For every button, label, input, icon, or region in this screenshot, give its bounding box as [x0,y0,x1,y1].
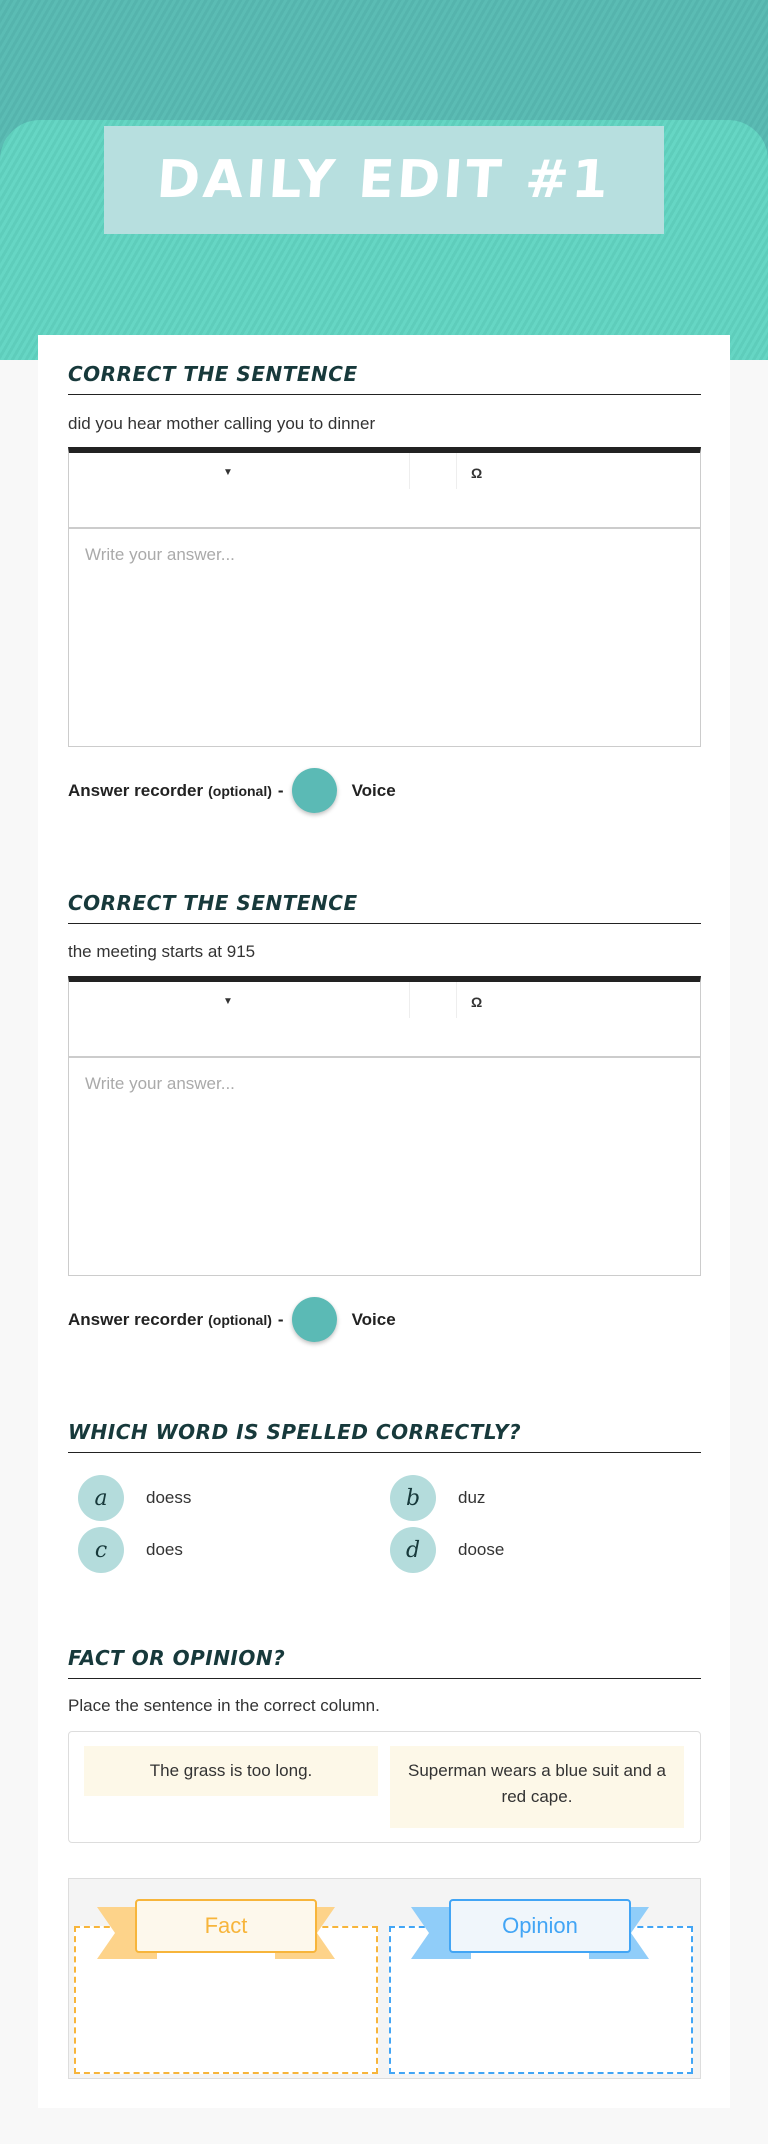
question-prompt: Place the sentence in the correct column. [68,1696,380,1715]
title-box [104,126,664,234]
answer-recorder [68,768,396,813]
option-c[interactable] [78,1527,183,1573]
record-voice-button[interactable] [292,1297,337,1342]
special-character-button[interactable]: Ω [471,994,483,1010]
dropdown-caret-icon[interactable]: ▼ [223,467,233,478]
editor-toolbar [69,982,700,1058]
fact-ribbon [97,1907,335,1959]
draggable-sentence[interactable]: The grass is too long. [84,1746,378,1796]
recorder-label: Answer recorder [68,1309,204,1329]
question-prompt: did you hear mother calling you to dinner [68,414,376,433]
sentence-pool [68,1731,701,1843]
question-heading: CORRECT THE SENTENCE [68,891,701,924]
option-letter: b [390,1475,436,1521]
draggable-sentence[interactable]: Superman wears a blue suit and a red cape. [390,1746,684,1828]
editor-toolbar [69,453,700,529]
answer-recorder [68,1297,396,1342]
option-b[interactable] [390,1475,485,1521]
option-d[interactable] [390,1527,504,1573]
recorder-optional: (optional) [208,782,272,799]
option-text: does [146,1540,183,1559]
record-voice-button[interactable] [292,768,337,813]
special-character-button[interactable]: Ω [471,465,483,481]
answer-input[interactable]: Write your answer... [85,545,235,564]
dropdown-caret-icon[interactable]: ▼ [223,996,233,1007]
question-heading: FACT OR OPINION? [68,1646,701,1679]
recorder-dash: - [277,1309,284,1329]
page-title: DAILY EDIT #1 [154,150,614,210]
question-heading: CORRECT THE SENTENCE [68,362,701,395]
option-a[interactable] [78,1475,191,1521]
recorder-label: Answer recorder [68,780,204,800]
opinion-ribbon [411,1907,649,1959]
answer-input[interactable]: Write your answer... [85,1074,235,1093]
option-letter: d [390,1527,436,1573]
sort-columns [68,1878,701,2079]
opinion-column-label: Opinion [449,1899,631,1953]
question-heading: WHICH WORD IS SPELLED CORRECTLY? [68,1420,701,1453]
option-text: doose [458,1540,505,1559]
voice-label: Voice [351,780,396,800]
answer-editor[interactable] [68,447,701,747]
option-text: duz [458,1488,486,1507]
voice-label: Voice [351,1309,396,1329]
recorder-dash: - [277,780,284,800]
option-text: doess [146,1488,192,1507]
option-letter: a [78,1475,124,1521]
question-prompt: the meeting starts at 915 [68,942,256,961]
option-letter: c [78,1527,124,1573]
fact-column-label: Fact [135,1899,317,1953]
recorder-optional: (optional) [208,1311,272,1328]
answer-editor[interactable] [68,976,701,1276]
